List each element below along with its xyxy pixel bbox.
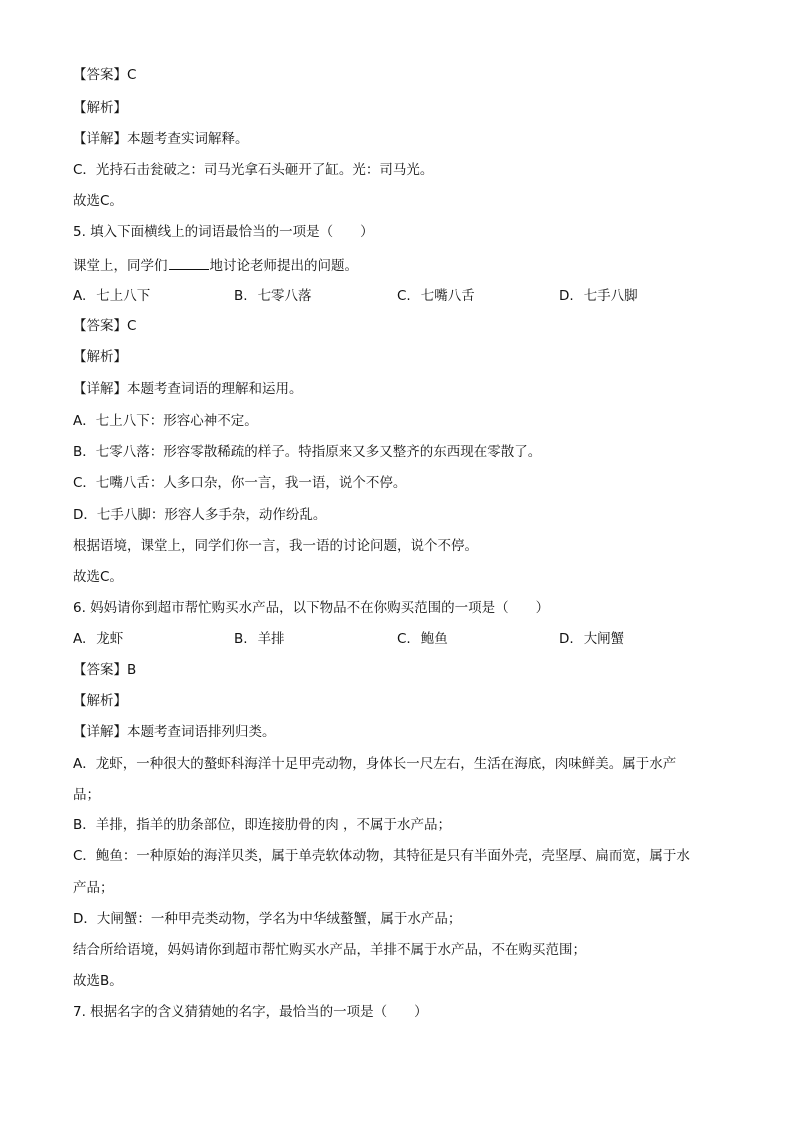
q5-explain-d: D．七手八脚：形容人多手杂，动作纷乱。 xyxy=(73,507,327,523)
q5-options xyxy=(73,287,733,305)
q5-stem: 5. 填入下面横线上的词语最恰当的一项是（ ） xyxy=(73,224,374,240)
q5-explain-b: B．七零八落：形容零散稀疏的样子。特指原来又多又整齐的东西现在零散了。 xyxy=(73,444,542,460)
q4-detail: 【详解】本题考查实词解释。 xyxy=(73,131,249,147)
option-letter: B. xyxy=(234,631,248,647)
q6-option-b xyxy=(234,630,285,648)
option-letter: B. xyxy=(234,288,248,304)
q5-answer: 【答案】C xyxy=(73,318,137,334)
q6-option-c xyxy=(397,630,448,648)
option-text: 大闸蟹 xyxy=(583,631,625,647)
option-text: 羊排 xyxy=(257,631,285,647)
q6-option-a xyxy=(73,630,123,648)
option-letter: D. xyxy=(559,288,574,304)
option-text: 龙虾 xyxy=(96,631,124,647)
q5-option-d xyxy=(559,287,638,305)
q6-explain-d: D．大闸蟹：一种甲壳类动物，学名为中华绒螯蟹，属于水产品； xyxy=(73,911,462,927)
q4-analysis-heading: 【解析】 xyxy=(73,100,127,116)
q5-analysis-heading: 【解析】 xyxy=(73,349,127,365)
q6-conclusion: 故选B。 xyxy=(73,973,123,989)
option-letter: A. xyxy=(73,288,87,304)
q7-stem: 7. 根据名字的含义猜猜她的名字，最恰当的一项是（ ） xyxy=(73,1004,428,1020)
q6-context: 结合所给语境，妈妈请你到超市帮忙购买水产品，羊排不属于水产品，不在购买范围； xyxy=(73,942,586,958)
q6-options xyxy=(73,630,733,648)
option-text: 鲍鱼 xyxy=(420,631,448,647)
q5-explain-c: C．七嘴八舌：人多口杂，你一言，我一语，说个不停。 xyxy=(73,475,407,491)
q5-sentence xyxy=(73,256,723,275)
q6-answer: 【答案】B xyxy=(73,662,137,678)
q6-analysis-heading: 【解析】 xyxy=(73,693,127,709)
q6-detail: 【详解】本题考查词语排列归类。 xyxy=(73,724,276,740)
q6-option-d xyxy=(559,630,624,648)
option-text: 七手八脚 xyxy=(583,288,638,304)
q5-sentence-before: 课堂上，同学们 xyxy=(73,258,168,274)
q5-sentence-after: 地讨论老师提出的问题。 xyxy=(209,258,358,274)
q6-explain-a: A．龙虾，一种很大的螯虾科海洋十足甲壳动物，身体长一尺左右，生活在海底，肉味鲜美。属于水产 xyxy=(73,756,677,772)
option-text: 七嘴八舌 xyxy=(420,288,475,304)
option-letter: A. xyxy=(73,631,87,647)
q5-option-a xyxy=(73,287,150,305)
q5-option-b xyxy=(234,287,312,305)
option-text: 七上八下 xyxy=(96,288,151,304)
q6-stem: 6. 妈妈请你到超市帮忙购买水产品，以下物品不在你购买范围的一项是（ ） xyxy=(73,600,550,616)
q5-detail: 【详解】本题考查词语的理解和运用。 xyxy=(73,381,303,397)
option-text: 七零八落 xyxy=(257,288,312,304)
q4-answer: 【答案】C xyxy=(73,67,137,83)
q5-conclusion: 故选C。 xyxy=(73,569,123,585)
fill-blank xyxy=(169,256,209,270)
q5-explain-a: A．七上八下：形容心神不定。 xyxy=(73,413,258,429)
q6-explain-c: C．鲍鱼：一种原始的海洋贝类，属于单壳软体动物，其特征是只有半面外壳，壳坚厚、扁而宽，属于水 xyxy=(73,848,690,864)
option-letter: D. xyxy=(559,631,574,647)
q5-context: 根据语境，课堂上，同学们你一言，我一语的讨论问题，说个不停。 xyxy=(73,538,478,554)
q4-explain-c: C．光持石击瓮破之：司马光拿石头砸开了缸。光：司马光。 xyxy=(73,162,434,178)
q4-conclusion: 故选C。 xyxy=(73,193,123,209)
q6-explain-c-cont: 产品； xyxy=(73,880,114,896)
q5-option-c xyxy=(397,287,475,305)
q6-explain-a-cont: 品； xyxy=(73,787,100,803)
q6-explain-b: B．羊排，指羊的肋条部位，即连接肋骨的肉 ，不属于水产品； xyxy=(73,817,452,833)
option-letter: C. xyxy=(397,288,411,304)
option-letter: C. xyxy=(397,631,411,647)
